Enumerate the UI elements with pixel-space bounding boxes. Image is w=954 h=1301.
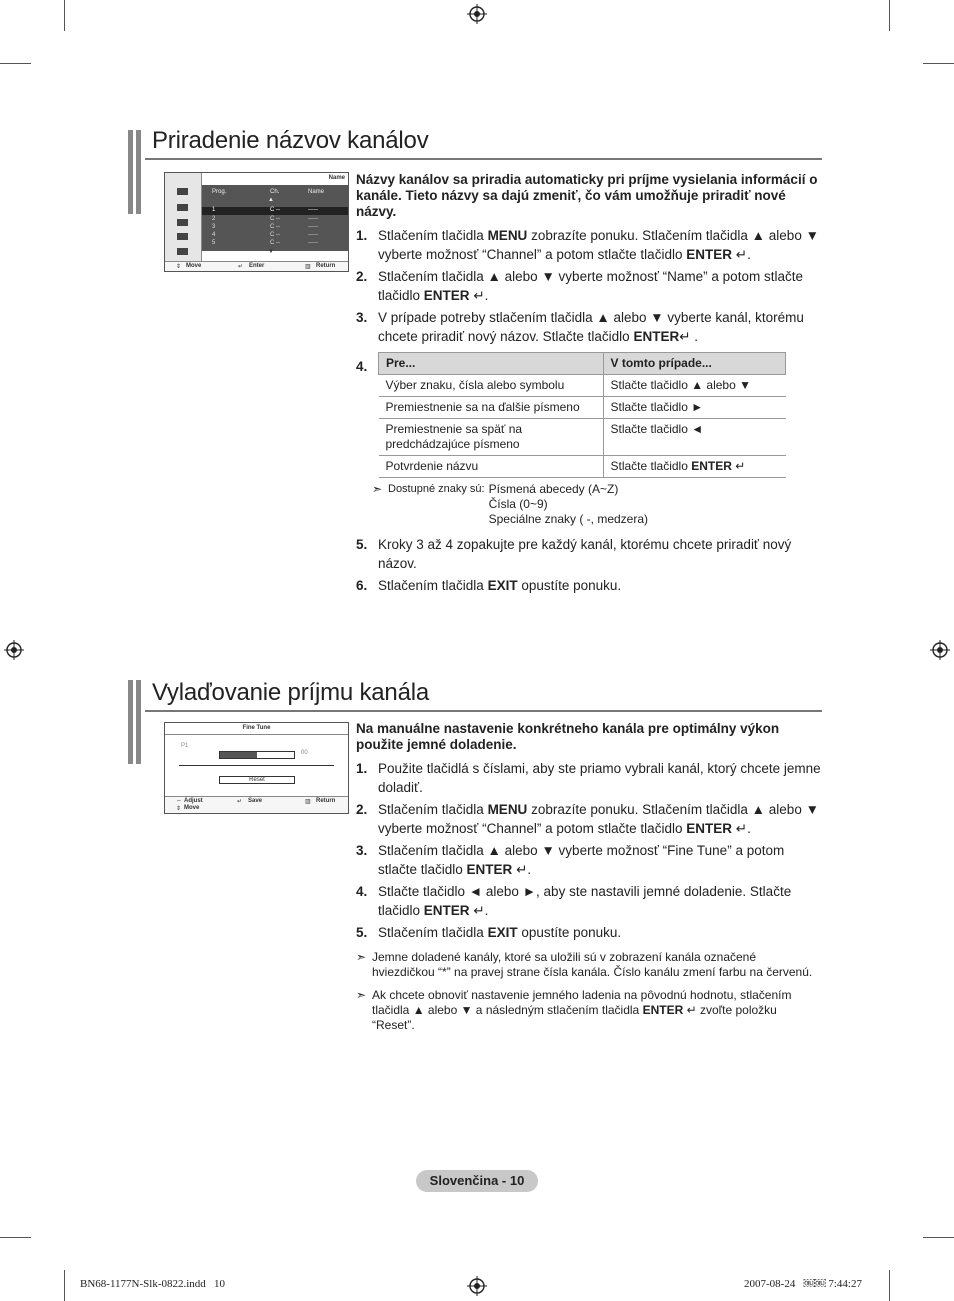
crop-mark [923,63,954,64]
updown-icon: ⇕ [176,806,182,812]
osd-row-prog: 3 [212,224,216,230]
section-title: Priradenie názvov kanálov [152,127,429,154]
osd-row-prog: 1 [212,207,216,213]
osd-row-prog: 5 [212,240,216,246]
print-slug-date: 2007-08-24 ￼￼ 7:44:27 [744,1278,862,1290]
osd-row-ch: C -- [270,240,280,246]
note-arrow-icon: ➣ [356,950,367,964]
osd-col-ch: Ch. [270,189,280,195]
enter-icon: ↵ [735,459,746,473]
enter-icon: ↵ [473,288,485,303]
section-rule [145,158,822,160]
osd-row-name: ----- [308,232,318,238]
enter-icon: ↵ [238,264,244,270]
fine-tune-bar-fill [220,752,257,758]
section-marker [128,130,133,214]
osd-footer-return: Return [316,263,336,269]
osd-corner-label: Name [328,175,345,181]
section2-intro: Na manuálne nastavenie konkrétneho kanála pre optimálny výkon použite jemné doladenie. [356,721,780,752]
step: 4. Pre... V tomto prípade... Výber znaku, čísla alebo symbolu Stlačte tlačidlo ▲ alebo ▼ Premiestnenie sa na ďalšie písmeno Stlačte tlačidlo ► Premiestnenie sa späť na predchádzajúce písmeno Stlačte tlačidlo ◄ Potvrdenie názvu Stlačte tlačidlo ENTER ↵ [356,352,822,478]
crop-mark [889,1270,890,1301]
osd-row-name: ----- [308,240,318,246]
note [372,482,822,527]
registration-mark-icon [467,4,487,24]
osd-footer-save: Save [248,798,263,804]
character-table [378,352,786,478]
table-row: Potvrdenie názvu Stlačte tlačidlo ENTER ↵ [379,456,786,478]
note-line: Písmená abecedy (A~Z) [488,482,619,496]
crop-mark [64,0,65,31]
section-marker [136,680,141,764]
step: 1. Použite tlačidlá s číslami, aby ste priamo vybrali kanál, ktorý chcete jemne doladiť. [356,761,821,795]
note: ➣ Jemne doladené kanály, ktoré sa uložili sú v zobrazení kanála označené hviezdičkou “*” na pravej strane čísla kanála. Číslo kanálu zmení farbu na červenú. [356,950,813,979]
step: 5. Stlačením tlačidla EXIT opustíte ponuku. [356,925,622,940]
section-rule [145,710,822,712]
enter-icon: ↵ [735,247,748,262]
osd-divider [179,765,334,766]
osd-footer-enter: Enter [249,263,265,269]
osd-footer-adjust: Adjust [184,798,203,804]
note-label: Dostupné znaky sú: [388,483,485,495]
osd-row-prog: 4 [212,232,216,238]
osd-row-name: ----- [308,207,318,213]
note-line: Speciálne znaky ( -, medzera) [488,512,649,526]
updown-icon: ⇕ [176,264,182,270]
leftright-icon: ⇔ [176,798,182,804]
return-icon: ▥ [305,799,311,805]
osd-fine-tune-screenshot [164,722,349,814]
fine-tune-bar [219,751,295,759]
osd-row-prog: 2 [212,216,216,222]
print-slug-file: BN68-1177N-Slk-0822.indd 10 [80,1278,226,1290]
osd-channel-name-screenshot [164,172,349,272]
osd-row-name: ----- [308,216,318,222]
antenna-icon [177,188,188,195]
osd-row-ch: C -- [270,207,280,213]
channel-icon [177,204,188,211]
osd-col-prog: Prog. [212,189,227,195]
osd-title: Fine Tune [242,725,271,731]
section-marker [128,680,133,764]
table-header: V tomto prípade... [603,353,786,375]
osd-header-bar [202,185,348,205]
table-header: Pre... [379,353,604,375]
note: ➣ Ak chcete obnoviť nastavenie jemného ladenia na pôvodnú hodnotu, stlačením tlačidla ▲ alebo ▼ a následným stlačením tlačidla ENTER ↵ zvoľte položku “Reset”. [356,988,792,1032]
note-line: Čísla (0~9) [488,497,548,511]
note-arrow-icon: ➣ [372,482,383,496]
step: 4. Stlačte tlačidlo ◄ alebo ►, aby ste nastavili jemné doladenie. Stlačte tlačidlo ENTER ↵. [356,884,792,918]
osd-row-name: ----- [308,224,318,230]
registration-mark-icon [930,640,950,660]
crop-mark [923,1237,954,1238]
osd-reset-option: Reset [219,776,295,784]
section1-content [356,172,822,598]
osd-row-ch: C -- [270,216,280,222]
setup-icon [177,233,188,240]
osd-down-arrow: ▼ [268,249,274,255]
section1-intro: Názvy kanálov sa priradia automaticky pri príjme vysielania informácií o kanále. Tieto názvy sa dajú zmeniť, čo vám umožňuje priradiť nové názvy. [356,172,818,219]
osd-row-ch: C -- [270,232,280,238]
enter-icon: ↵ [237,799,243,805]
enter-icon: ↵ [516,862,528,877]
section-title: Vylaďovanie príjmu kanála [152,679,430,706]
crop-mark [0,1237,31,1238]
section-marker [136,130,141,214]
input-icon [177,248,188,255]
osd-footer-return: Return [316,798,336,804]
osd-footer [165,796,348,813]
crop-mark [0,63,31,64]
enter-icon: ↵ [679,329,691,344]
crop-mark [64,1270,65,1301]
step: 6. Stlačením tlačidla EXIT opustíte ponuku. [356,578,622,593]
page-number-badge: Slovenčina - 10 [416,1170,538,1192]
table-row: Premiestnenie sa na ďalšie písmeno Stlačte tlačidlo ► [379,397,786,419]
step: 2. Stlačením tlačidla MENU zobrazíte ponuku. Stlačením tlačidla ▲ alebo ▼ vyberte možnosť “Channel” a potom stlačte tlačidlo ENTER ↵. [356,802,819,836]
osd-value: 00 [301,750,308,756]
step: 3. V prípade potreby stlačením tlačidla ▲ alebo ▼ vyberte kanál, ktorému chcete priradiť nový názov. Stlačte tlačidlo ENTER↵ . [356,310,804,344]
osd-row-ch: C -- [270,224,280,230]
osd-col-name: Name [308,189,325,195]
osd-footer-move: Move [184,805,200,811]
speaker-icon [177,219,188,226]
osd-footer-move: Move [186,263,202,269]
note-arrow-icon: ➣ [356,988,367,1002]
osd-prog: P1 [181,743,189,749]
table-row: Výber znaku, čísla alebo symbolu Stlačte tlačidlo ▲ alebo ▼ [379,375,786,397]
step: 3. Stlačením tlačidla ▲ alebo ▼ vyberte možnosť “Fine Tune” a potom stlačte tlačidlo ENTER ↵. [356,843,785,877]
section2-content [356,721,822,1033]
registration-mark-icon [467,1276,487,1296]
osd-up-arrow: ▲ [268,197,274,203]
step: 5. Kroky 3 až 4 zopakujte pre každý kanál, ktorému chcete priradiť nový názov. [356,537,792,571]
osd-title-rule [165,734,348,735]
step: 1. Stlačením tlačidla MENU zobrazíte ponuku. Stlačením tlačidla ▲ alebo ▼ vyberte možnosť “Channel” a potom stlačte tlačidlo ENTER ↵. [356,228,819,262]
return-icon: ▥ [305,264,311,270]
crop-mark [889,0,890,31]
enter-icon: ↵ [686,1003,697,1017]
step: 2. Stlačením tlačidla ▲ alebo ▼ vyberte možnosť “Name” a potom stlačte tlačidlo ENTER ↵. [356,269,803,303]
registration-mark-icon [4,640,24,660]
enter-icon: ↵ [473,903,485,918]
enter-icon: ↵ [735,821,748,836]
table-row: Premiestnenie sa späť na predchádzajúce písmeno Stlačte tlačidlo ◄ [379,419,786,456]
osd-footer [165,261,348,271]
